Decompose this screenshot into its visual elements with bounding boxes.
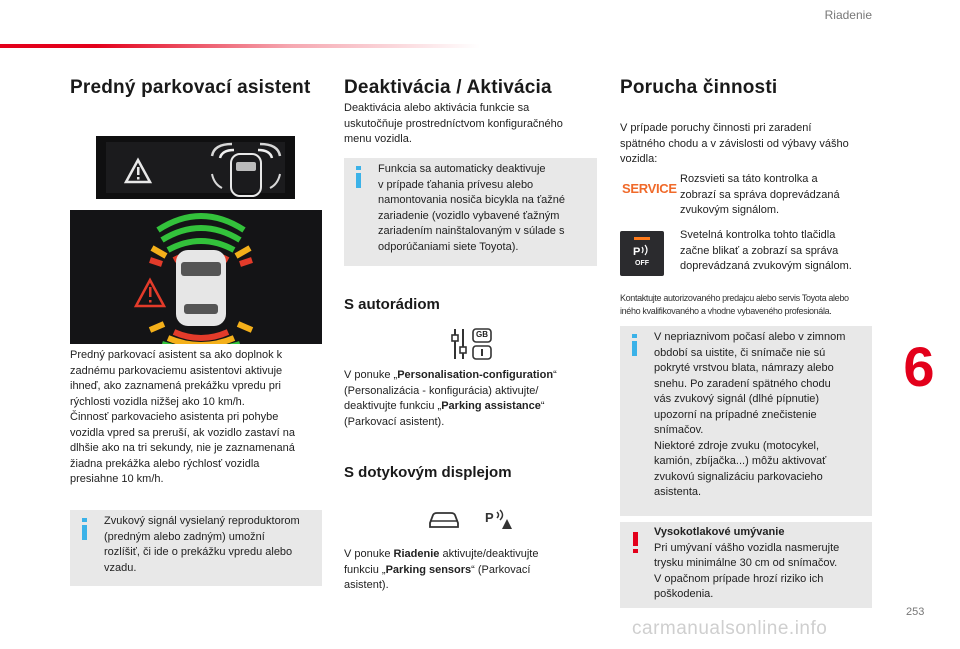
service-warning-icon: SERVICE [622, 181, 677, 196]
sound-signal-info-note: Zvukový signál vysielaný reproduktorom (predným alebo zadným) umožní rozlíšiť, či ide o prekážku vpredu alebo vzadu. [70, 510, 322, 586]
front-park-assist-description: Predný parkovací asistent sa ako doplnok k zadnému parkovaciemu asistentovi aktivuje ihneď, ako zaznamená prekážku vpredu pri rýchlosti vozidla nižšej ako 10 km/h. Činnosť parkovacieho asistenta pri pohybe vozidla vpred sa preruší, ak vozidlo zastaví na dlhšie ako na tri sekundy, nie je zaznamenaná žiadna prekážka alebo rýchlosť vozidla presiahne 10 km/h. [70, 349, 296, 485]
car-icon [427, 510, 461, 530]
malfunction-title: Porucha činnosti [620, 77, 778, 98]
with-touchscreen-title: S dotykovým displejom [344, 464, 512, 481]
svg-text:P: P [633, 246, 641, 258]
radio-instructions: V ponuke „Personalisation-configuration“ (Personalizácia - konfigurácia) aktivujte/ deaktivujte funkciu „Parking assistance“ (Parkovací asistent). [344, 369, 557, 428]
parking-sensor-icon [484, 507, 514, 531]
instrument-display-image [96, 136, 295, 199]
deactivation-intro: Deaktivácia alebo aktivácia funkcie sa uskutočňuje prostredníctvom konfiguračného menu vozidla. [344, 102, 563, 145]
chapter-number: 6 [903, 335, 935, 398]
malfunction-intro: V prípade poruchy činnosti pri zaradení spätného chodu a v závislosti od výbavy vášho vozidla: [620, 122, 849, 165]
with-radio-title: S autorádiom [344, 296, 440, 313]
off-label: OFF [635, 260, 649, 267]
deactivation-activation-title: Deaktivácia / Aktivácia [344, 77, 552, 98]
gb-label: GB [476, 330, 488, 339]
contact-dealer-text: Kontaktujte autorizovaného predajcu alebo servis Toyota alebo iného kvalifikovaného a vhodne vybaveného profesionála. [620, 293, 849, 316]
car-topview-icon [176, 250, 226, 326]
service-light-description: Rozsvieti sa táto kontrolka a zobrazí sa správa doprevádzaná zvukovým signálom. [680, 173, 840, 216]
header-accent-bar [0, 44, 480, 48]
settings-sliders-icon [450, 327, 494, 361]
pressure-wash-warning-note: Vysokotlakové umývanie Pri umývaní vášho vozidla nasmerujte trysku minimálne 30 cm od snímačov. V opačnom prípade hrozí riziko ich poškodenia. [620, 522, 872, 608]
auto-deactivation-info-note: Funkcia sa automaticky deaktivuje v prípade ťahania prívesu alebo namontovania nosiča bicykla na ťažné zariadenie (vozidlo vybavené ťažným zariadením nainštalovaným v súlade s odporúčaniami siete Toyota). [344, 158, 597, 266]
touchscreen-instructions: V ponuke Riadenie aktivujte/deaktivujte funkciu „Parking sensors“ (Parkovací asistent). [344, 548, 539, 591]
watermark: carmanualsonline.info [632, 618, 828, 639]
front-park-assist-title: Predný parkovací asistent [70, 77, 311, 98]
parking-off-button-icon [620, 231, 664, 276]
svg-text:P: P [485, 510, 494, 525]
section-title: Riadenie [824, 8, 872, 22]
parking-sensor-display-image [70, 210, 322, 344]
weather-info-note: V nepriaznivom počasí alebo v zimnom období sa uistite, či snímače nie sú pokryté vrstvou blata, námrazy alebo snehu. Po zaradení spätného chodu vás zvukový signál (dlhé pípnutie) upozorní na prípadné znečistenie snímačov. Niektoré zdroje zvuku (motocykel, kamión, zbíjačka...) môžu aktivovať zvukovú signalizáciu parkovacieho asistenta. [620, 326, 872, 516]
page-number: 253 [906, 606, 925, 618]
off-button-description: Svetelná kontrolka tohto tlačidla začne blikať a zobrazí sa správa doprevádzaná zvukovým signálom. [680, 229, 852, 272]
